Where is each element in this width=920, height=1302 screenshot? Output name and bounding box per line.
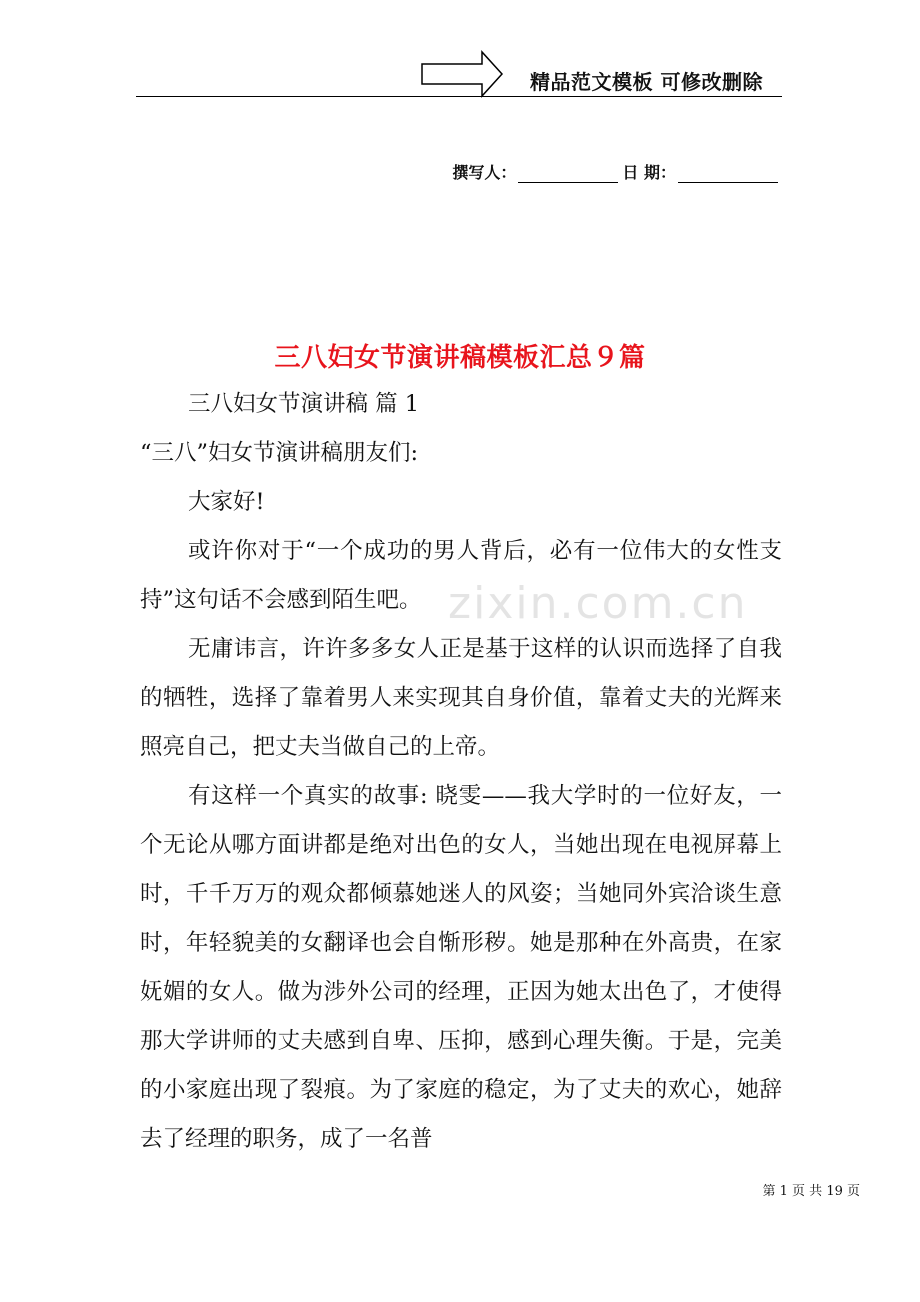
paragraph: 大家好! xyxy=(188,489,265,515)
paragraph: “三八”妇女节演讲稿朋友们: xyxy=(140,440,419,466)
document-title: 三八妇女节演讲稿模板汇总９篇 xyxy=(274,343,646,373)
page-number: 第 1 页 共 19 页 xyxy=(762,1184,860,1199)
paragraph: 或许你对于“一个成功的男人背后，必有一位伟大的女性支持”这句话不会感到陌生吧。 xyxy=(140,538,782,613)
author-label: 撰写人： xyxy=(452,163,517,182)
paragraph: 无庸讳言，许许多多女人正是基于这样的认识而选择了自我的牺牲，选择了靠着男人来实现其自身价值，靠着丈夫的光辉来照亮自己，把丈夫当做自己的上帝。 xyxy=(140,636,782,760)
header-banner: 精品范文模板 可修改删除 xyxy=(530,70,763,94)
header-divider xyxy=(136,96,782,97)
document-body xyxy=(140,380,782,1164)
arrow-right-icon xyxy=(420,50,504,98)
date-blank xyxy=(678,164,778,183)
paragraph: 有这样一个真实的故事: 晓雯——我大学时的一位好友，一个无论从哪方面讲都是绝对出色的女人，当她出现在电视屏幕上时，千千万万的观众都倾慕她迷人的风姿；当她同外宾洽谈生意时，年轻貌美的女翻译也会自惭形秽。她是那种在外高贵，在家妩媚的女人。做为涉外公司的经理，正因为她太出色了，才使得那大学讲师的丈夫感到自卑、压抑，感到心理失衡。于是，完美的小家庭出现了裂痕。为了家庭的稳定，为了丈夫的欢心，她辞去了经理的职务，成了一名普 xyxy=(140,783,782,1152)
date-label: 日 期： xyxy=(622,163,676,182)
section-heading: 三八妇女节演讲稿 篇 1 xyxy=(188,391,420,417)
meta-row xyxy=(452,160,782,183)
author-blank xyxy=(518,164,618,183)
watermark: zixin.com.cn xyxy=(448,578,748,629)
